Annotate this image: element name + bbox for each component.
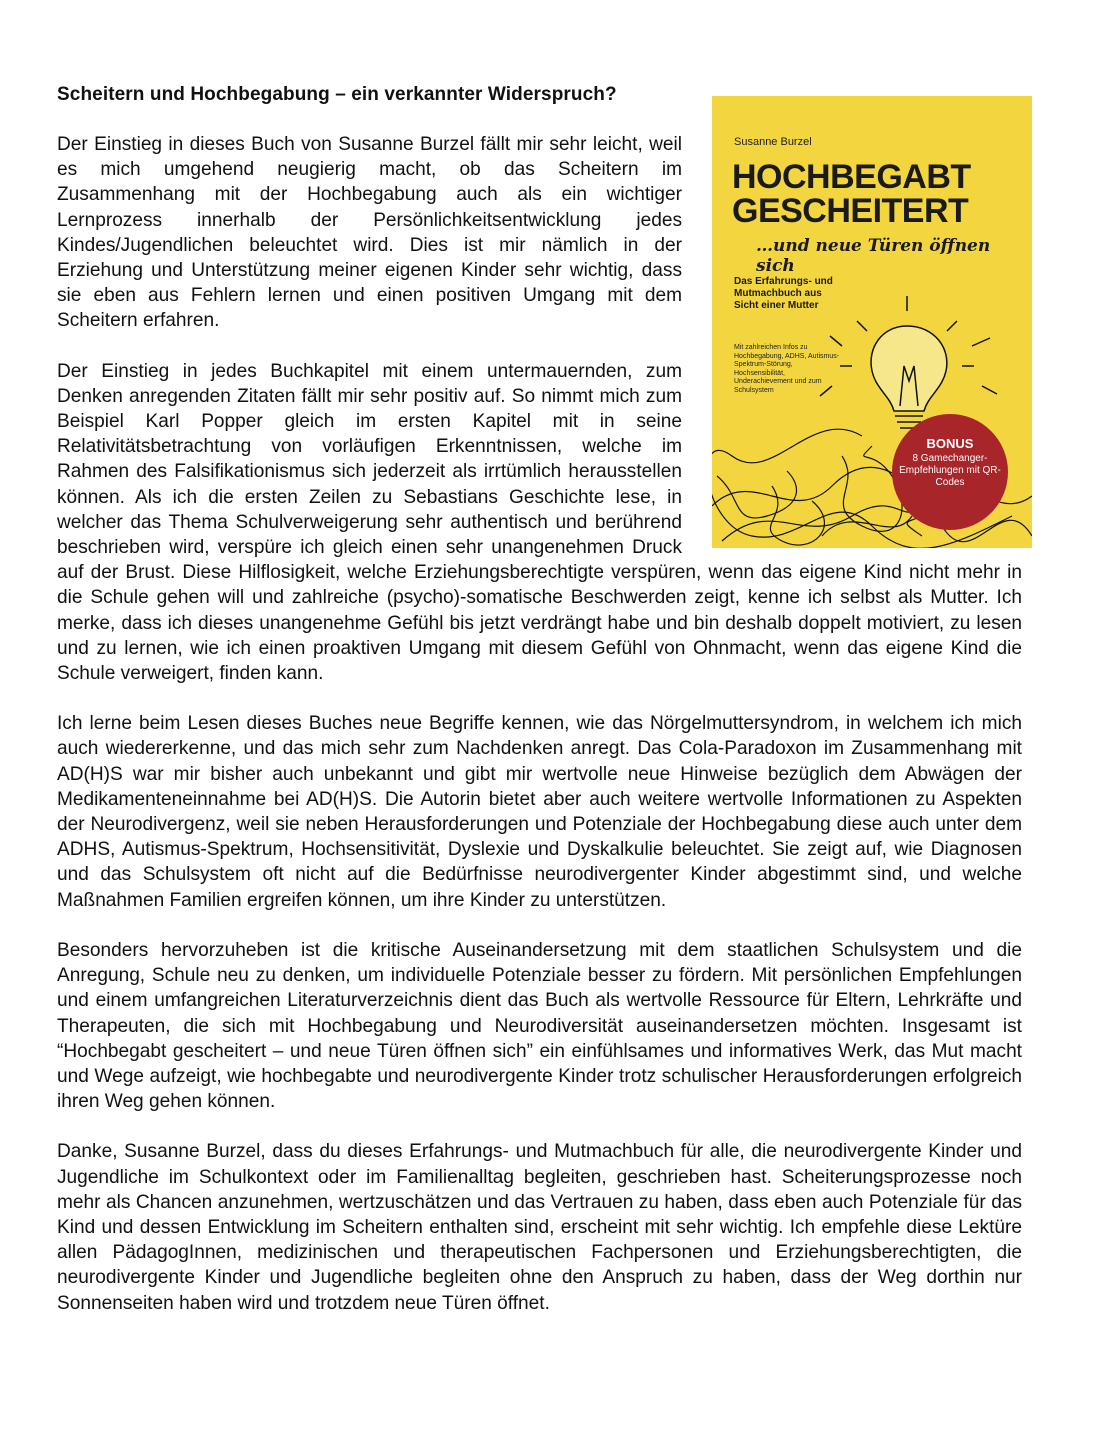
bonus-badge [892,414,1008,530]
paragraph-5: Danke, Susanne Burzel, dass du dieses Erfahrungs- und Mutmachbuch für alle, die neurodivergente Kinder und Jugendliche im Schulkontext oder im Familienalltag begleiten, geschrieben hast. Scheiterungsprozesse noch mehr als Chancen anzunehmen, wertzuschätzen und das Vertrauen zu haben, dass eben auch Potenziale für das Kind und dessen Entwicklung im Scheitern enthalten sind, erscheint mit sehr wichtig. Ich empfehle diese Lektüre allen PädagogInnen, medizinischen und therapeutischen Fachpersonen und Erziehungsberechtigten, die neurodivergente Kinder und Jugendliche begleiten ohne den Anspruch zu haben, dass der Weg dorthin nur Sonnenseiten haben wird und trotzdem neue Türen öffnet. [57,1141,1022,1314]
book-small-text: Mit zahlreichen Infos zu Hochbegabung, ADHS, Autismus-Spektrum-Störung, Hochsensibilität, Underachievement und zum Schulsystem [734,344,840,394]
book-title-line1: HOCHBEGABT [732,158,971,196]
bonus-badge-text: 8 Gamechanger-Empfehlungen mit QR-Codes [899,453,1001,488]
page-title: Scheitern und Hochbegabung – ein verkannter Widerspruch? [57,84,617,105]
paragraph-4: Besonders hervorzuheben ist die kritische Auseinandersetzung mit dem staatlichen Schulsystem und die Anregung, Schule neu zu denken, um individuelle Potenziale besser zu fördern. Mit persönlichen Empfehlungen und einem umfangreichen Literaturverzeichnis dient das Buch als wertvolle Ressource für Eltern, Lehrkräfte und Therapeuten, die sich mit Hochbegabung und Neurodiversität auseinandersetzen möchten. Insgesamt ist “Hochbegabt gescheitert – und neue Türen öffnen sich” ein einfühlsames und informatives Werk, das Mut macht und Wege aufzeigt, wie hochbegabte und neurodivergente Kinder trotz schulischer Herausforderungen erfolgreich ihren Weg gehen können. [57,939,1022,1113]
book-description: Das Erfahrungs- und Mutmachbuch aus Sicht einer Mutter [734,276,833,311]
book-cover-image [712,96,1032,548]
paragraph-2: Der Einstieg in jedes Buchkapitel mit einem untermauernden, zum Denken anregenden Zitaten fällt mir sehr positiv auf. So nimmt mich zum Beispiel Karl Popper gleich im ersten Kapitel mit in seine Relativitätsbetrachtung von vorläufigen Erkenntnissen, welche im Rahmen des Falsifikationismus sich jederzeit als irrtümlich herausstellen können. Als ich die ersten Zeilen zu Sebastians Geschichte lese, in welcher das Thema Schulverweigerung sehr authentisch und berührend beschrieben wird, verspüre ich gleich einen sehr unangenehmen Druck auf der Brust. Diese Hilflosigkeit, welche Erziehungsberechtigte verspüren, wenn das eigene Kind nicht mehr in die Schule gehen will und zahlreiche (psycho)-somatische Beschwerden zeigt, kenne ich selbst als Mutter. Ich merke, dass ich dieses unangenehme Gefühl bis jetzt verdrängt habe und bin deshalb doppelt motiviert, zu lesen und zu lernen, wie ich einen proaktiven Umgang mit diesem Gefühl von Ohnmacht, wenn das eigene Kind die Schule verweigert, finden kann. [57,360,1022,685]
paragraph-1: Der Einstieg in dieses Buch von Susanne Burzel fällt mir sehr leicht, weil es mich umgehend neugierig macht, ob das Scheitern im Zusammenhang mit der Hochbegabung auch als ein wichtiger Lernprozess innerhalb der Persönlichkeitsentwicklung jedes Kindes/Jugendlichen beleuchtet wird. Dies ist mir nämlich in der Erziehung und Unterstützung meiner eigenen Kinder sehr wichtig, dass sie eben aus Fehlern lernen und einen positiven Umgang mit dem Scheitern erfahren. [57,134,682,332]
book-title-line2: GESCHEITERT [732,192,969,230]
bonus-badge-title: BONUS [926,436,974,451]
book-author: Susanne Burzel [734,136,812,148]
paragraph-3: Ich lerne beim Lesen dieses Buches neue Begriffe kennen, wie das Nörgelmuttersyndrom, in welchem ich mich auch wiedererkenne, und das mich sehr zum Nachdenken anregt. Das Cola-Paradoxon im Zusammenhang mit AD(H)S war mir bisher auch unbekannt und gibt mir wertvolle neue Hinweise bezüglich dem Abwägen der Medikamenteneinnahme bei AD(H)S. Die Autorin bietet aber auch weitere wertvolle Informationen zu Aspekten der Neurodivergenz, weil sie neben Herausforderungen und Potenziale der Hochbegabung diese auch unter dem ADHS, Autismus-Spektrum, Hochsensitivität, Dyslexie und Dyskalkulie beleuchtet. Sie zeigt auf, wie Diagnosen und das Schulsystem oft nicht auf die Bedürfnisse neurodivergenter Kinder abgestimmt sind, und welche Maßnahmen Familien ergreifen können, um ihre Kinder zu unterstützen. [57,713,1022,911]
book-subtitle: …und neue Türen öffnen sich [756,236,991,276]
